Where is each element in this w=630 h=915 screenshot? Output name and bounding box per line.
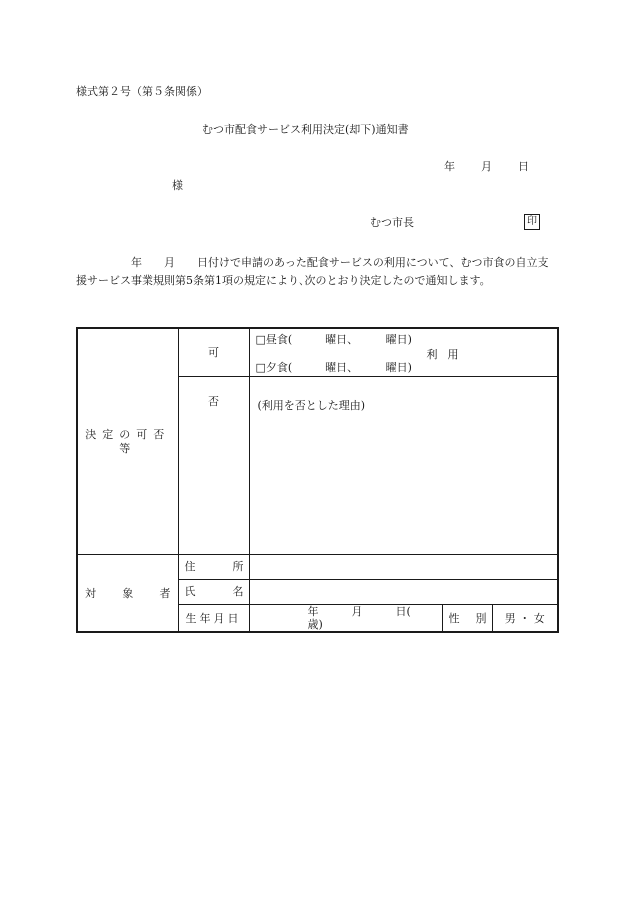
date-month: 月 [481, 160, 492, 173]
address-field[interactable] [249, 555, 558, 580]
gender-label-char: 別 [475, 611, 487, 625]
target-header-char: 象 [122, 586, 134, 600]
seal-stamp: 印 [524, 214, 540, 230]
gender-field[interactable]: 男 ・ 女 [492, 605, 558, 633]
issuer-name: むつ市長 [370, 216, 414, 229]
dinner-option[interactable]: □夕食( 曜日、 曜日) [255, 361, 412, 374]
reject-reason-label: (利用を否とした理由) [257, 399, 366, 412]
dob-label: 生年月日 [178, 605, 249, 633]
decision-table [76, 327, 559, 633]
name-field[interactable] [249, 580, 558, 605]
reject-label: 否 [178, 377, 249, 555]
address-label-char: 所 [232, 560, 244, 574]
target-header-char: 者 [159, 586, 171, 600]
date-year: 年 [444, 160, 455, 173]
use-label: 利用 [426, 348, 469, 361]
dob-field[interactable]: 年 月 日( 歳) [249, 605, 442, 633]
lunch-option[interactable]: □昼食( 曜日、 曜日) [255, 333, 412, 346]
gender-label [442, 605, 492, 633]
form-number: 様式第２号（第５条関係） [76, 85, 208, 98]
name-label [178, 580, 249, 605]
approve-label: 可 [178, 328, 249, 377]
issue-date [444, 161, 529, 172]
gender-label-char: 性 [448, 611, 460, 625]
target-header [77, 555, 178, 633]
document-title: むつ市配食サービス利用決定(却下)通知書 [202, 123, 409, 136]
name-label-char: 名 [232, 585, 244, 599]
target-header-char: 対 [85, 586, 96, 600]
meal-selection [249, 328, 558, 377]
name-label-char: 氏 [184, 585, 196, 599]
recipient-honorific: 様 [172, 179, 183, 192]
date-day: 日 [518, 160, 529, 173]
address-label-char: 住 [184, 560, 196, 574]
address-label [178, 555, 249, 580]
reject-reason-field[interactable] [249, 377, 558, 555]
notice-body: 年 月 日付けで申請のあった配食サービスの利用について、むつ市食の自立支援サービス事業規則第5条第1項の規定により､次のとおり決定したので通知します。 [76, 256, 549, 287]
decision-header: 決定の可否等 [77, 328, 178, 555]
